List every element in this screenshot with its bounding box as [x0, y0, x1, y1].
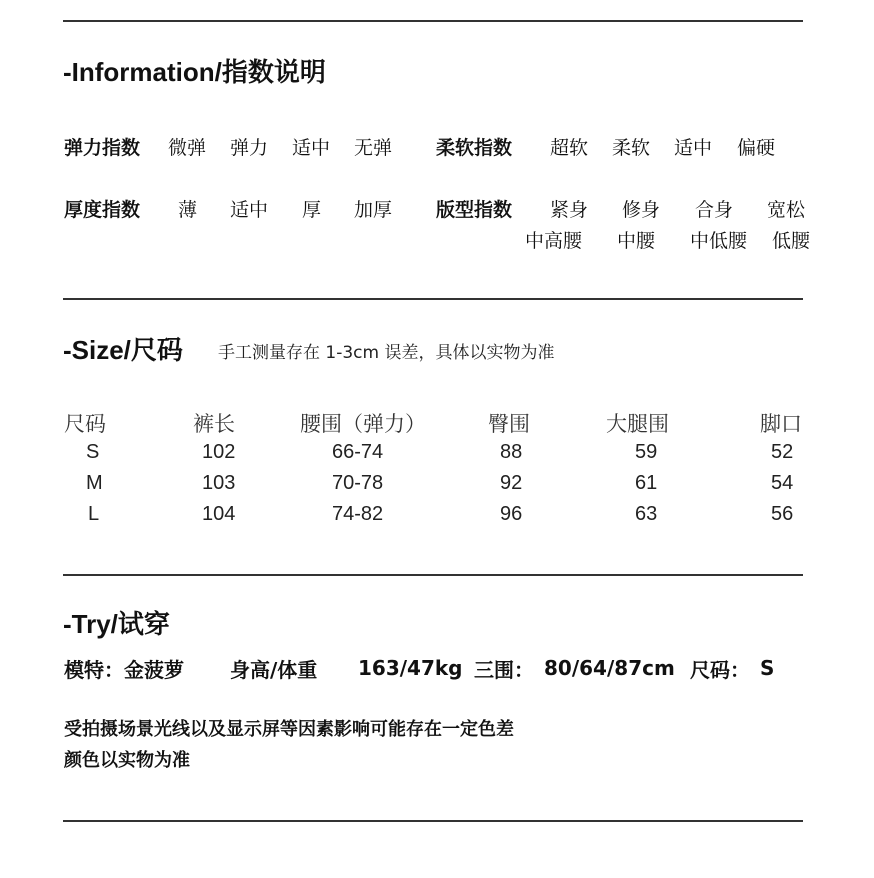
fit-option-selected: 宽松: [767, 199, 806, 221]
table-header: 裤长: [193, 412, 235, 436]
fit-option: 修身: [622, 199, 661, 221]
table-cell: 59: [635, 441, 658, 463]
information-heading: [63, 52, 326, 89]
elasticity-option: 微弹: [168, 137, 207, 159]
model-size-value: S: [760, 656, 775, 680]
thickness-option: 加厚: [354, 199, 393, 221]
try-heading-en: -Try/: [63, 609, 118, 639]
fit-label: 版型指数: [436, 199, 513, 221]
waist-option: 低腰: [772, 230, 811, 252]
elasticity-option: 弹力: [230, 137, 269, 159]
size-heading: [63, 330, 183, 367]
table-header: 大腿围: [606, 412, 669, 436]
try-heading: [63, 604, 170, 641]
table-cell: 56: [771, 503, 794, 525]
table-cell: 103: [202, 472, 236, 494]
size-heading-cn: 尺码: [130, 336, 183, 366]
table-cell: 92: [500, 472, 523, 494]
softness-option-selected: 柔软: [612, 137, 651, 159]
thickness-option: 厚: [302, 199, 322, 221]
model-size-label: 尺码：: [690, 658, 750, 682]
height-weight-value: 163/47kg: [358, 656, 463, 680]
table-cell: 102: [202, 441, 236, 463]
elasticity-option: 适中: [292, 137, 331, 159]
table-header: 臀围: [488, 412, 530, 436]
table-header: 尺码: [64, 412, 106, 436]
height-weight-label: 身高/体重: [230, 658, 318, 682]
softness-option: 超软: [550, 137, 589, 159]
waist-option: 中腰: [617, 230, 656, 252]
waist-option-selected: 中低腰: [690, 230, 748, 252]
table-cell: 104: [202, 503, 236, 525]
size-measure-note: 手工测量存在 1-3cm 误差，具体以实物为准: [218, 343, 555, 363]
thickness-option-selected: 薄: [178, 199, 198, 221]
fit-option: 合身: [695, 199, 734, 221]
try-heading-cn: 试穿: [117, 610, 170, 640]
table-header: 腰围（弹力）: [300, 412, 426, 436]
divider-line: [63, 298, 803, 300]
thickness-label: 厚度指数: [64, 199, 141, 221]
color-disclaimer-line2: 颜色以实物为准: [64, 750, 190, 771]
table-cell: 54: [771, 472, 794, 494]
elasticity-label: [64, 133, 140, 160]
table-cell: M: [86, 472, 103, 494]
elasticity-label-text: 弹力指数: [64, 137, 141, 159]
table-cell: 52: [771, 441, 794, 463]
divider-line: [63, 574, 803, 576]
table-cell: 63: [635, 503, 658, 525]
size-heading-en: -Size/: [63, 335, 131, 365]
divider-line: [63, 820, 803, 822]
table-cell: 88: [500, 441, 523, 463]
color-disclaimer-line1: 受拍摄场景光线以及显示屏等因素影响可能存在一定色差: [64, 719, 514, 740]
measurements-value: 80/64/87cm: [544, 656, 675, 680]
divider-line: [63, 20, 803, 22]
table-cell: 61: [635, 472, 658, 494]
table-header: 脚口: [760, 412, 802, 436]
softness-option: 适中: [674, 137, 713, 159]
table-cell: 66-74: [332, 441, 384, 463]
measurements-label: 三围：: [474, 658, 534, 682]
information-heading-cn: 指数说明: [221, 58, 326, 88]
elasticity-option-selected: 无弹: [354, 137, 393, 159]
waist-option: 中高腰: [525, 230, 583, 252]
model-name: 模特：金菠萝: [64, 658, 184, 682]
information-heading-en: -Information/: [63, 57, 222, 87]
table-cell: 96: [500, 503, 523, 525]
softness-option: 偏硬: [737, 137, 776, 159]
softness-label: 柔软指数: [436, 137, 513, 159]
fit-option: 紧身: [550, 199, 589, 221]
table-cell: L: [88, 503, 100, 525]
table-cell: S: [86, 441, 100, 463]
table-cell: 74-82: [332, 503, 384, 525]
table-cell: 70-78: [332, 472, 384, 494]
thickness-option: 适中: [230, 199, 269, 221]
